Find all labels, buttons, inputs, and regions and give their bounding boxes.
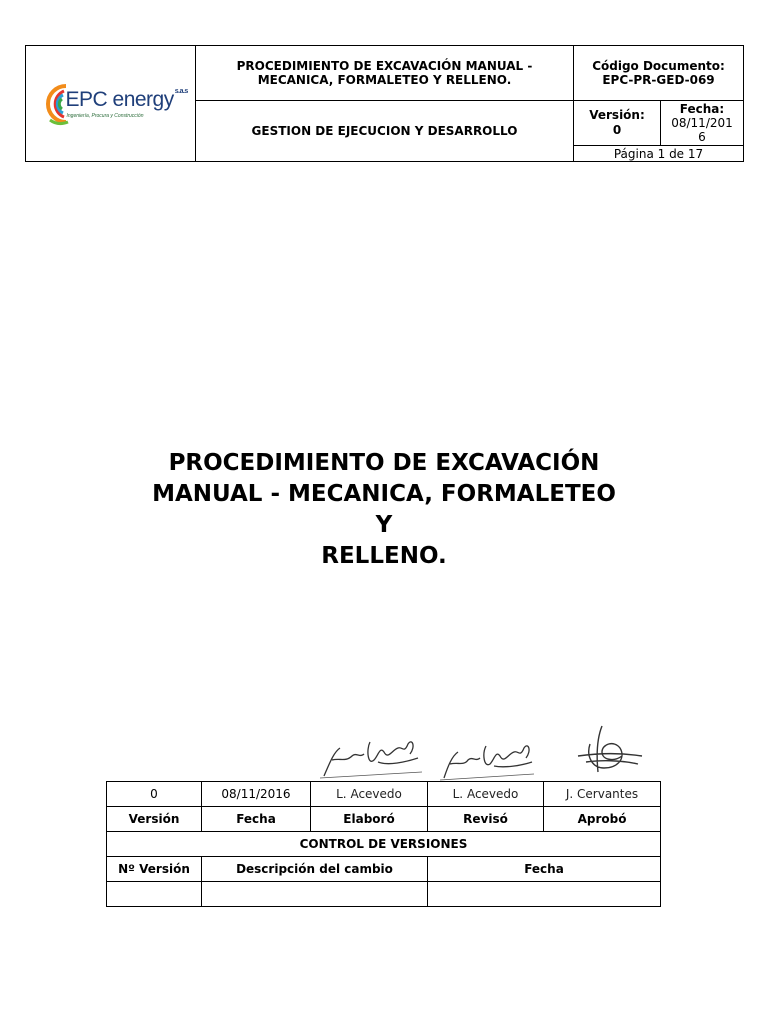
vc-empty-description	[202, 882, 428, 907]
main-title-line3: RELLENO.	[321, 543, 447, 569]
process-name: GESTION DE EJECUCION Y DESARROLLO	[251, 124, 518, 138]
main-title-line1: PROCEDIMIENTO DE EXCAVACIÓN	[168, 450, 600, 476]
version-label: Versión:	[589, 108, 645, 122]
date-value-line1: 08/11/201	[671, 116, 733, 130]
date-cell	[661, 101, 744, 146]
company-logo: EPC energy$^{s.a.s}$ Ingeniería, Procura y Construcción	[36, 74, 186, 134]
logo-cell	[26, 46, 196, 162]
document-header-table	[25, 45, 744, 162]
approval-reviso-value: L. Acevedo	[428, 782, 544, 807]
approval-aprobo-label: Aprobó	[544, 807, 661, 832]
vc-header-description: Descripción del cambio	[202, 857, 428, 882]
document-code-label: Código Documento:	[592, 59, 725, 73]
date-label: Fecha:	[679, 102, 725, 116]
approval-elaboro-value: L. Acevedo	[311, 782, 428, 807]
date-value-line2: 6	[698, 130, 706, 144]
document-title-cell	[196, 46, 574, 101]
approval-version-label: Versión	[107, 807, 202, 832]
vc-empty-date	[428, 882, 661, 907]
version-control-title: CONTROL DE VERSIONES	[107, 832, 661, 857]
process-name-cell	[196, 101, 574, 162]
approval-table	[106, 781, 661, 907]
document-code-cell	[574, 46, 744, 101]
vc-header-version: Nº Versión	[107, 857, 202, 882]
document-title-line1: PROCEDIMIENTO DE EXCAVACIÓN MANUAL -	[236, 59, 533, 73]
main-title-line2: MANUAL - MECANICA, FORMALETEO Y	[152, 481, 616, 538]
vc-header-date: Fecha	[428, 857, 661, 882]
approval-elaboro-label: Elaboró	[311, 807, 428, 832]
version-cell	[574, 101, 661, 146]
version-value: 0	[612, 123, 622, 137]
signature-aprobo	[568, 722, 648, 782]
approval-reviso-label: Revisó	[428, 807, 544, 832]
main-title	[150, 448, 618, 572]
page-number: Página 1 de 17	[574, 146, 744, 162]
vc-empty-version	[107, 882, 202, 907]
document-code-value: EPC-PR-GED-069	[602, 73, 715, 87]
approval-version-value: 0	[107, 782, 202, 807]
approval-aprobo-value: J. Cervantes	[544, 782, 661, 807]
approval-date-value: 08/11/2016	[202, 782, 311, 807]
signature-elaboro	[318, 732, 426, 784]
signature-reviso	[438, 738, 538, 784]
document-title-line2: MECANICA, FORMALETEO Y RELLENO.	[257, 73, 512, 87]
approval-date-label: Fecha	[202, 807, 311, 832]
